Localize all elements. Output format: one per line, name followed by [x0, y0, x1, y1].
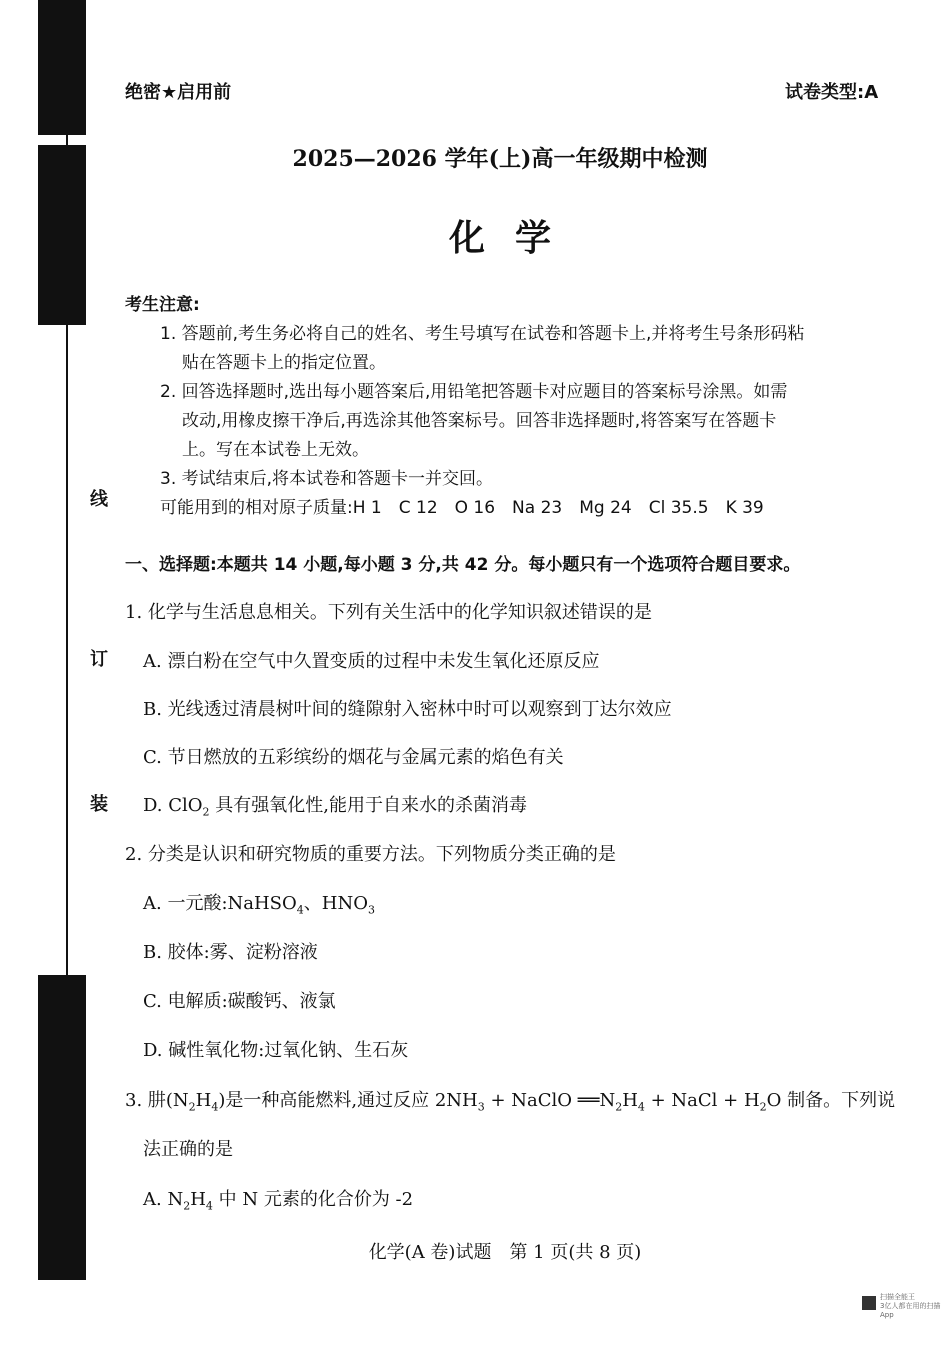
binding-margin — [30, 0, 108, 1300]
question-1-option-b: B. 光线透过清晨树叶间的缝隙射入密林中时可以观察到丁达尔效应 — [143, 699, 672, 720]
question-2-option-c: C. 电解质:碳酸钙、液氯 — [143, 991, 336, 1012]
question-1-option-a: A. 漂白粉在空气中久置变质的过程中未发生氧化还原反应 — [143, 651, 600, 672]
scanner-watermark: 扫描全能王 3亿人都在用的扫描App — [880, 1293, 941, 1319]
question-2-stem: 2. 分类是认识和研究物质的重要方法。下列物质分类正确的是 — [125, 844, 616, 865]
question-2-option-b: B. 胶体:雾、淀粉溶液 — [143, 942, 318, 963]
question-3-option-a: A. $N_2H_4$ 中 N 元素的化合价为 -2 — [143, 1189, 414, 1213]
binding-stripe — [38, 975, 86, 1280]
question-1-stem: 1. 化学与生活息息相关。下列有关生活中的化学知识叙述错误的是 — [125, 602, 652, 623]
question-2-option-a: A. 一元酸:NaHSO$_4$、$HNO_3$ — [143, 893, 375, 917]
page-footer: 化学(A 卷)试题 第 1 页(共 8 页) — [368, 1242, 642, 1263]
binding-char-ding: 订 — [86, 645, 112, 671]
notice-item-1-line-1: 1. 答题前,考生务必将自己的姓名、考生号填写在试卷和答题卡上,并将考生号条形码粘 — [160, 324, 805, 344]
notice-item-2-line-3: 上。写在本试卷上无效。 — [182, 440, 369, 460]
notice-item-3: 3. 考试结束后,将本试卷和答题卡一并交回。 — [160, 469, 494, 489]
question-3-stem: 3. 肼$(N_2H_4)$是一种高能燃料,通过反应 $2NH_3$ + NaClO $══N_2H_4$ + NaCl + $H_2O$ 制备。下列说 — [125, 1090, 896, 1114]
binding-stripe — [38, 0, 86, 135]
question-3-stem-line-2: 法正确的是 — [143, 1139, 233, 1160]
atomic-masses: 可能用到的相对原子质量:H 1 C 12 O 16 Na 23 Mg 24 Cl 35.5 K 39 — [160, 498, 764, 518]
exam-title: 2025—2026 学年(上)高一年级期中检测 — [292, 146, 708, 172]
binding-char-zhuang: 装 — [86, 790, 112, 816]
notice-item-2-line-1: 2. 回答选择题时,选出每小题答案后,用铅笔把答题卡对应题目的答案标号涂黑。如需 — [160, 382, 788, 402]
subject-title: 化学 — [448, 218, 581, 259]
notice-item-2-line-2: 改动,用橡皮擦干净后,再选涂其他答案标号。回答非选择题时,将答案写在答题卡 — [182, 411, 777, 431]
notice-item-1-line-2: 贴在答题卡上的指定位置。 — [182, 353, 386, 373]
question-1-option-d: D. ClO$_2$ 具有强氧化性,能用于自来水的杀菌消毒 — [143, 795, 527, 819]
qr-code-icon — [862, 1296, 876, 1310]
paper-type-label: 试卷类型:A — [785, 82, 879, 103]
binding-char-xian: 线 — [86, 485, 112, 511]
question-2-option-d: D. 碱性氧化物:过氧化钠、生石灰 — [143, 1040, 409, 1061]
notice-heading: 考生注意: — [125, 295, 200, 315]
section-heading: 一、选择题:本题共 14 小题,每小题 3 分,共 42 分。每小题只有一个选项符合题目要求。 — [125, 555, 801, 575]
confidential-label: 绝密★启用前 — [125, 82, 232, 103]
question-1-option-c: C. 节日燃放的五彩缤纷的烟花与金属元素的焰色有关 — [143, 747, 564, 768]
